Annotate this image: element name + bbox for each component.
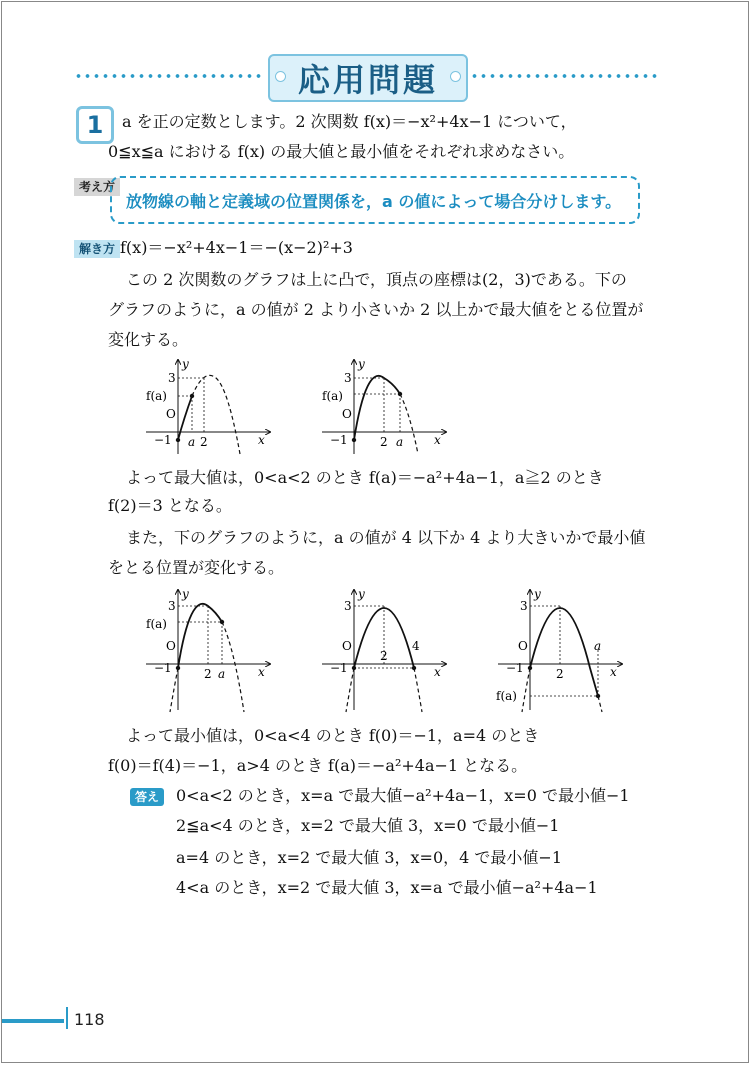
solution-p1-line3: 変化する。	[108, 330, 189, 349]
problem-line-1: a を正の定数とします。2 次関数 f(x)＝−x²+4x−1 について，	[122, 112, 577, 131]
title-right-dot	[450, 71, 461, 82]
section-title	[268, 54, 468, 102]
page	[1, 1, 749, 1063]
answer-line-4: 4<a のとき，x=2 で最大値 3，x=a で最小値−a²+4a−1	[176, 878, 598, 897]
svg-text:a: a	[188, 435, 196, 449]
svg-text:x: x	[610, 665, 617, 679]
svg-text:3: 3	[168, 371, 176, 385]
svg-text:y: y	[534, 588, 541, 601]
solution-p4-line2: f(0)＝f(4)＝−1，a>4 のとき f(a)＝−a²+4a−1 となる。	[108, 756, 528, 775]
solution-p1-line1: この 2 次関数のグラフは上に凸で，頂点の座標は(2，3)である。下の	[126, 270, 627, 289]
svg-text:−1: −1	[330, 433, 348, 447]
problem-line-2: 0≦x≦a における f(x) の最大値と最小値をそれぞれ求めなさい。	[108, 142, 575, 161]
svg-text:O: O	[518, 639, 528, 653]
solution-p2-line2: f(2)＝3 となる。	[108, 496, 232, 515]
svg-text:x: x	[258, 433, 265, 447]
solution-p1-line2: グラフのように，a の値が 2 より小さいか 2 以上かで最大値をとる位置が	[108, 300, 644, 319]
svg-text:a: a	[218, 667, 226, 681]
svg-text:O: O	[166, 407, 176, 421]
svg-text:−1: −1	[154, 661, 172, 675]
svg-text:a: a	[594, 639, 602, 653]
section-title-text: 応用問題	[297, 61, 438, 99]
svg-text:f(a): f(a)	[496, 689, 517, 703]
page-number: 118	[74, 1010, 105, 1029]
svg-text:x: x	[434, 665, 441, 679]
svg-text:2: 2	[200, 435, 208, 449]
header-dots-right	[470, 73, 660, 79]
svg-text:3: 3	[344, 599, 352, 613]
svg-text:−1: −1	[330, 661, 348, 675]
svg-text:y: y	[182, 588, 189, 601]
answer-line-1: 0<a<2 のとき，x=a で最大値−a²+4a−1，x=0 で最小値−1	[176, 786, 630, 805]
solution-p3-line2: をとる位置が変化する。	[108, 558, 285, 577]
svg-text:3: 3	[520, 599, 528, 613]
svg-text:f(a): f(a)	[146, 389, 167, 403]
title-left-dot	[275, 71, 286, 82]
graph-min-a-eq-4	[318, 588, 458, 714]
svg-text:3: 3	[168, 599, 176, 613]
hint-box	[110, 176, 640, 224]
svg-text:3: 3	[344, 371, 352, 385]
svg-text:y: y	[358, 588, 365, 601]
answer-line-2: 2≦a<4 のとき，x=2 で最大値 3，x=0 で最小値−1	[176, 816, 560, 835]
answer-tag: 答え	[130, 788, 164, 806]
svg-text:−1: −1	[506, 661, 524, 675]
svg-text:4: 4	[412, 639, 420, 653]
solution-tag: 解き方	[74, 240, 120, 258]
svg-text:y: y	[182, 358, 189, 371]
svg-text:y: y	[358, 358, 365, 371]
answer-line-3: a=4 のとき，x=2 で最大値 3，x=0，4 で最小値−1	[176, 848, 562, 867]
solution-p2-line1: よって最大値は，0<a<2 のとき f(a)＝−a²+4a−1，a≧2 のとき	[126, 468, 604, 487]
svg-text:−1: −1	[154, 433, 172, 447]
svg-text:2: 2	[204, 667, 212, 681]
svg-text:2: 2	[556, 667, 564, 681]
graph-min-a-gt-4	[494, 588, 634, 714]
svg-text:O: O	[166, 639, 176, 653]
footer-tick	[66, 1007, 68, 1029]
svg-text:a: a	[396, 435, 404, 449]
footer-bar	[2, 1019, 64, 1023]
header-dots-left	[74, 73, 262, 79]
svg-text:f(a): f(a)	[322, 389, 343, 403]
svg-text:O: O	[342, 407, 352, 421]
problem-number: 1	[76, 106, 114, 144]
solution-formula: f(x)＝−x²+4x−1＝−(x−2)²+3	[120, 238, 353, 257]
hint-tag: 考え方	[74, 178, 120, 196]
svg-text:f(a): f(a)	[146, 617, 167, 631]
graph-min-a-less-4	[142, 588, 282, 714]
solution-p4-line1: よって最小値は，0<a<4 のとき f(0)＝−1，a=4 のとき	[126, 726, 540, 745]
hint-text: 放物線の軸と定義域の位置関係を，a の値によって場合分けします。	[126, 191, 622, 211]
svg-text:x: x	[258, 665, 265, 679]
svg-text:2: 2	[380, 435, 388, 449]
svg-text:x: x	[434, 433, 441, 447]
svg-text:O: O	[342, 639, 352, 653]
graph-max-a-ge-2	[318, 358, 458, 456]
solution-p3-line1: また，下のグラフのように，a の値が 4 以下か 4 より大きいかで最小値	[126, 528, 646, 547]
graph-max-a-less-2	[142, 358, 282, 456]
svg-text:2: 2	[380, 649, 388, 663]
